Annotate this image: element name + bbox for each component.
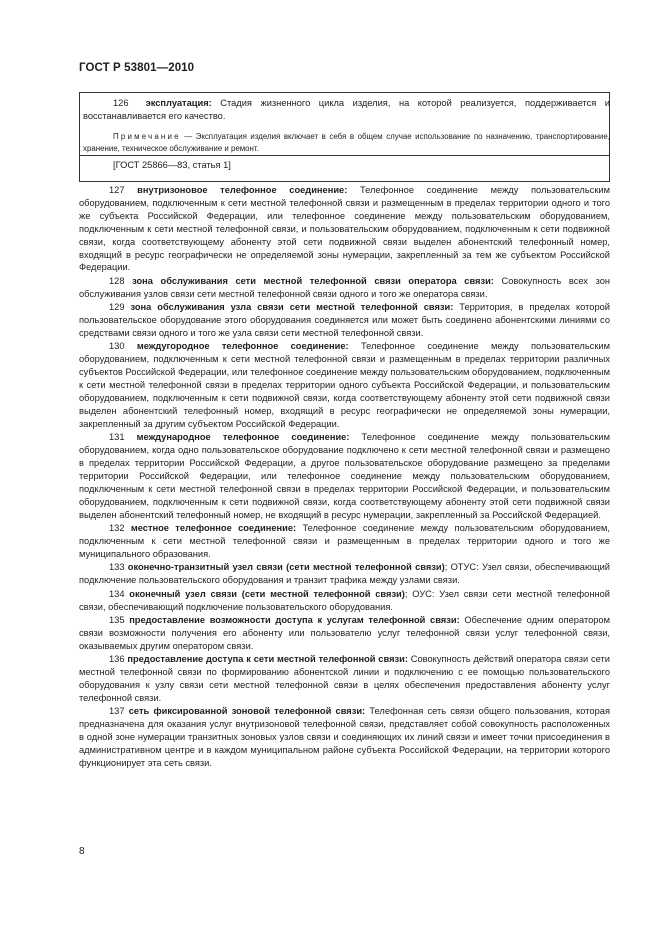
entry-definition: Телефонное соединение между пользовательским оборудованием, подключенным к сети местной телефонной связи и размещенным в пределах территории одного и того же субъекта Российской Федерации, или телефонное соединение между пользовательским оборудованием, подключенным к сети местной телефонной связи, и пользовательским оборудованием, подключенным к сети подвижной связи, когда соответствующему абоненту этой сети подвижной связи выделен абонентский телефонный номер, входящий в ресурс географически не определяемой зоны нумерации, закрепленный за тем же субъектом Российской Федерации. xyxy=(79,185,610,273)
entry-number: 127 xyxy=(109,185,125,195)
term-entry xyxy=(79,561,610,587)
term-entry xyxy=(79,275,610,301)
note xyxy=(83,131,610,155)
entry-definition: Совокупность всех зон обслуживания узлов связи сети местной телефонной связи одного и того же оператора связи. xyxy=(79,275,610,299)
note-text: — Эксплуатация изделия включает в себя в общем случае использование по назначению, транспортирование, хранение, техническое обслуживание и ремонт. xyxy=(83,132,610,153)
term-entry xyxy=(79,431,610,521)
entry-number: 136 xyxy=(109,654,125,665)
entry-term: международное телефонное соединение: xyxy=(136,432,350,443)
entry-definition: Территория, в пределах которой пользовательское оборудование этого оборудования соединяется или может быть соединено абонентскими линиями со средствами связи одного и того же узла связи сети местной телефонной связи. xyxy=(79,302,610,338)
entry-definition: Телефонное соединение между пользовательским оборудованием, подключенным к сети местной телефонной связи и размещенным в пределах территории различных субъектов Российской Федерации, или телефонное соединение между пользовательским оборудованием, подключенным к сети местной телефонной связи в пределах территории одного субъекта Российской Федерации, и пользовательским оборудованием, подключенным к сети подвижной связи, когда соответствующему абоненту этой сети подвижной связи выделен абонентский телефонный номер, входящий в ресурс географически не определяемой зоны нумерации, закрепленный за другим субъектом Российской Федерации. xyxy=(79,341,610,429)
entry-term: зона обслуживания узла связи сети местной телефонной связи: xyxy=(130,302,454,313)
entry-term: оконечно-транзитный узел связи (сети местной телефонной связи) xyxy=(127,562,445,573)
term-entry xyxy=(79,184,610,274)
entry-term: предоставление доступа к сети местной телефонной связи: xyxy=(127,654,408,665)
term-entry xyxy=(79,588,610,614)
entry-definition: Телефонная сеть связи общего пользования, которая предназначена для оказания услуг внутризоновой телефонной связи, представляет собой совокупность расположенных в одной зоне нумерации транзитных зоновых узлов связи и соединяющих их линий связи и имеет точки присоединения в административном центре и в каждом муниципальном районе субъекта Российской Федерации, на территории которого функционирует эта сеть связи. xyxy=(79,706,610,768)
entry-number: 128 xyxy=(109,275,125,286)
entry-term: предоставление возможности доступа к услугам телефонной связи: xyxy=(129,614,460,625)
entry-term: междугородное телефонное соединение: xyxy=(136,341,349,352)
reference-row xyxy=(80,155,609,183)
term-entry xyxy=(79,653,610,705)
entry-term: оконечный узел связи (сети местной телефонной связи) xyxy=(129,588,405,599)
page-number: 8 xyxy=(79,846,85,857)
entry-number: 133 xyxy=(109,562,125,573)
entry-number: 130 xyxy=(109,341,125,352)
entry-number: 137 xyxy=(109,706,125,717)
entry-number: 131 xyxy=(109,432,125,443)
entry-definition: Обеспечение одним оператором связи возможности получения его абоненту или пользователю услуг телефонной связи услуг телефонной связи, оказываемых другим оператором связи. xyxy=(79,614,610,651)
document-header: ГОСТ Р 53801—2010 xyxy=(79,62,195,74)
entry-definition: Телефонное соединение между пользовательским оборудованием, когда одно пользовательское оборудование подключено к сети местной телефонной связи и размещено в пределах территории Российской Федерации, а другое пользовательское оборудование размещено за пределами территории Российской Федерации, или телефонное соединение между пользовательским оборудованием, подключенным к сети местной телефонной связи в пределах территории Российской Федерации, и пользовательским оборудованием, подключенным к сети подвижной связи, когда соответствующему абоненту этой сети подвижной связи выделен абонентский телефонный номер, не входящий в ресурс нумерации, закрепленный за Российской Федерацией. xyxy=(79,432,610,520)
term-entry xyxy=(79,614,610,653)
term-entry-126 xyxy=(83,97,610,123)
term-entry xyxy=(79,301,610,340)
term-entry xyxy=(79,340,610,430)
entry-number: 129 xyxy=(109,302,125,313)
entry-term: эксплуатация: xyxy=(145,98,212,108)
entry-definition: Совокупность действий оператора связи сети местной телефонной связи по формированию абонентской линии и подключению с ее помощью пользовательского оборудования к узлу связи сети местной телефонной связи в целях обеспечения предоставления абоненту услуг телефонной связи. xyxy=(79,654,610,703)
entry-definition: Стадия жизненного цикла изделия, на которой реализуется, поддерживается и восстанавливается его качество. xyxy=(83,98,610,121)
entry-term: внутризоновое телефонное соединение: xyxy=(137,185,348,195)
term-entry xyxy=(79,705,610,770)
entry-definition: Телефонное соединение между пользовательским оборудованием, подключенным к сети местной телефонной связи и размещенным в пределах территории одного и того же муниципального образования. xyxy=(79,523,610,559)
entry-definition: ; ОТУС: Узел связи, обеспечивающий подключение пользовательского оборудования и транзит трафика между узлами связи. xyxy=(79,562,610,586)
term-entry xyxy=(79,522,610,561)
entry-number: 132 xyxy=(109,523,125,534)
entry-number: 126 xyxy=(113,98,129,108)
entry-term: местное телефонное соединение: xyxy=(130,523,297,534)
entry-number: 135 xyxy=(109,614,125,625)
entry-number: 134 xyxy=(109,588,125,599)
entry-definition: ; ОУС: Узел связи сети местной телефонной связи, обеспечивающий подключение пользовательского оборудования. xyxy=(79,588,610,612)
boxed-term-entry xyxy=(79,92,610,182)
standard-reference: [ГОСТ 25866—83, статья 1] xyxy=(113,160,231,170)
term-entries xyxy=(79,184,610,770)
entry-term: зона обслуживания сети местной телефонной связи оператора связи: xyxy=(132,275,494,286)
entry-term: сеть фиксированной зоновой телефонной связи: xyxy=(128,706,366,717)
note-label: Примечание xyxy=(113,132,181,141)
